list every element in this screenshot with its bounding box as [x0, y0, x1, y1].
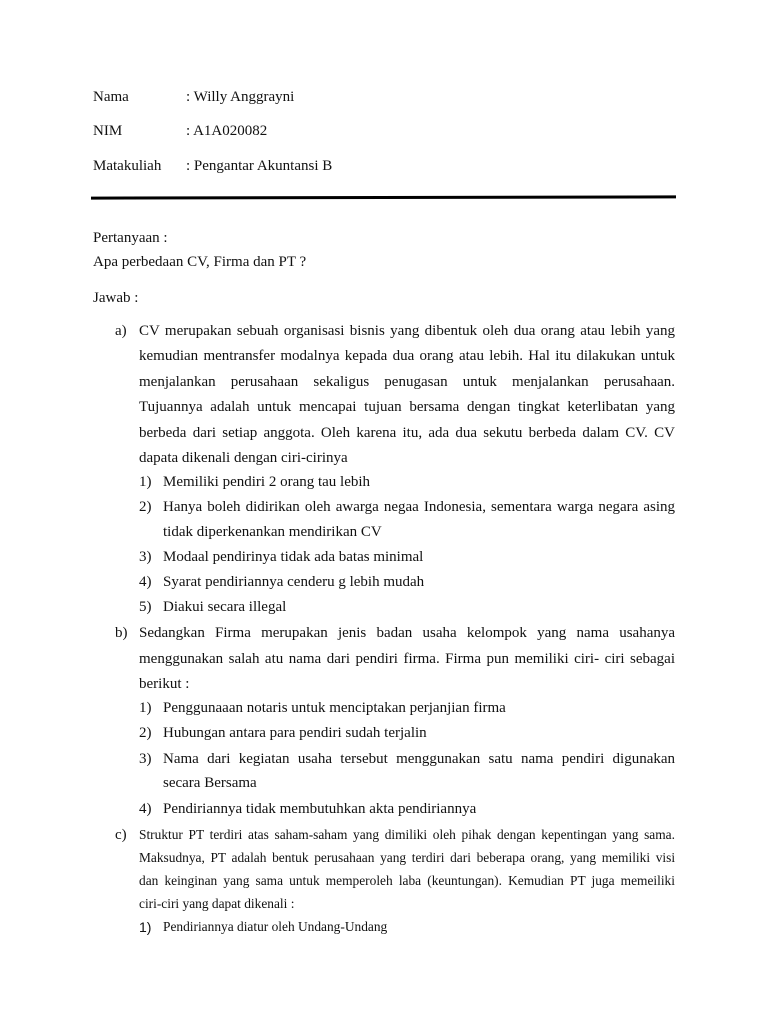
section-b-marker: b): [115, 625, 128, 641]
section-b-line-1: Sedangkan Firma merupakan jenis badan usaha kelompok yang nama usahanya: [139, 625, 676, 641]
section-c-marker: c): [115, 827, 127, 843]
section-a-line-6: dapata dikenali dengan ciri-cirinya: [139, 450, 348, 466]
section-a-item-1-text: Memiliki pendiri 2 orang tau lebih: [163, 474, 371, 490]
section-b-item-3-num: 3): [139, 751, 152, 767]
section-a-item-3-text: Modaal pendirinya tidak ada batas minimal: [163, 549, 424, 565]
nim-label: NIM: [93, 123, 123, 139]
name-label: Nama: [93, 89, 129, 105]
section-a-item-4-num: 4): [139, 574, 152, 590]
header-divider: [91, 195, 676, 199]
section-a-item-5-text: Diakui secara illegal: [163, 599, 287, 615]
section-c-item-1-text: Pendiriannya diatur oleh Undang-Undang: [163, 919, 388, 934]
section-a-item-2-line-1: Hanya boleh didirikan oleh awarga negaa Indonesia, sementara warga negara asing: [163, 499, 676, 515]
question-text: Apa perbedaan CV, Firma dan PT ?: [93, 254, 307, 270]
section-b-item-4-text: Pendiriannya tidak membutuhkan akta pendiriannya: [163, 801, 477, 817]
section-c-item-1-num: 1): [139, 919, 152, 935]
section-a-line-1: CV merupakan sebuah organisasi bisnis yang dibentuk oleh dua orang atau lebih yang: [139, 323, 676, 339]
section-a-item-3-num: 3): [139, 549, 152, 565]
section-c-line-1: Struktur PT terdiri atas saham-saham yang dimiliki oleh pihak dengan kepentingan yang sama.: [139, 827, 675, 842]
section-b-item-2-text: Hubungan antara para pendiri sudah terjalin: [163, 725, 427, 741]
section-b-item-3-line-2: secara Bersama: [163, 775, 257, 791]
question-label: Pertanyaan :: [93, 230, 168, 246]
section-b-item-2-num: 2): [139, 725, 152, 741]
section-a-marker: a): [115, 323, 127, 339]
section-c-line-3: dan keinginan yang sama untuk memperoleh laba (keuntungan). Kemudian PT juga memeiliki: [139, 873, 675, 888]
section-a-line-5: berbeda dari setiap anggota. Oleh karena itu, ada dua sekutu berbeda dalam CV. CV: [139, 425, 675, 441]
section-b-item-4-num: 4): [139, 801, 152, 817]
section-a-item-1-num: 1): [139, 474, 152, 490]
section-c-line-4: ciri-ciri yang dapat dikenali :: [139, 896, 295, 911]
section-a-item-2-num: 2): [139, 499, 152, 515]
section-b-item-1-text: Penggunaaan notaris untuk menciptakan perjanjian firma: [163, 700, 506, 716]
section-b-line-2: menggunakan salah atu nama dari pendiri firma. Firma pun memiliki ciri- ciri sebagai: [139, 651, 676, 667]
section-a-item-4-text: Syarat pendiriannya cenderu g lebih mudah: [163, 574, 425, 590]
section-b-item-3-line-1: Nama dari kegiatan usaha tersebut menggunakan satu nama pendiri digunakan: [163, 751, 676, 767]
name-value: : Willy Anggrayni: [186, 89, 295, 105]
section-b-item-1-num: 1): [139, 700, 152, 716]
section-a-item-5-num: 5): [139, 599, 152, 615]
nim-value: : A1A020082: [186, 123, 268, 139]
section-a-line-2: kemudian mentransfer modalnya kepada dua orang atau lebih. Hal itu dilakukan untuk: [139, 348, 675, 364]
course-value: : Pengantar Akuntansi B: [186, 158, 333, 174]
course-label: Matakuliah: [93, 158, 162, 174]
section-c-line-2: Maksudnya, PT adalah bentuk perusahaan yang terdiri dari beberapa orang, yang memiliki visi: [139, 850, 676, 865]
section-a-line-4: Tujuannya adalah untuk mencapai tujuan bersama dengan tingkat keterlibatan yang: [139, 399, 675, 415]
section-a-item-2-line-2: tidak diperkenankan mendirikan CV: [163, 524, 382, 540]
answer-label: Jawab :: [93, 290, 139, 306]
section-a-line-3: menjalankan perusahaan sekaligus penugasan untuk menjalankan perusahaan.: [139, 374, 676, 390]
section-b-line-3: berikut :: [139, 676, 190, 692]
